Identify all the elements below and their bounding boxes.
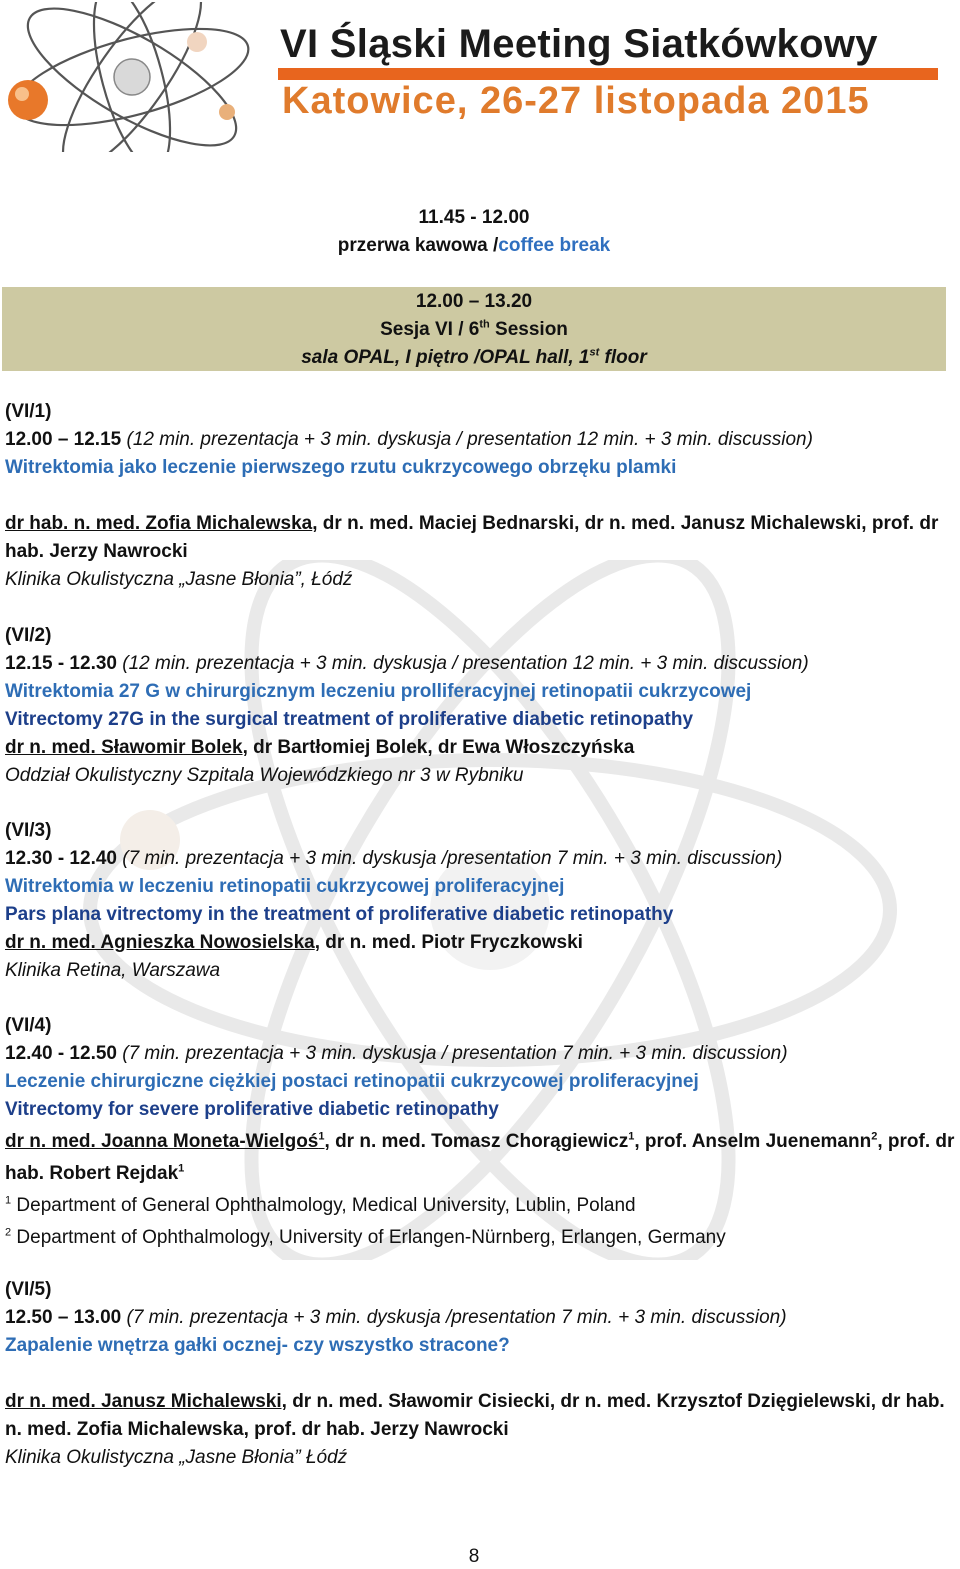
talk-institution: Oddział Okulistyczny Szpitala Wojewódzkiego nr 3 w Rybniku	[5, 765, 524, 786]
coffee-break-time: 11.45 - 12.00	[418, 207, 530, 228]
author-sup: 1	[318, 1130, 325, 1143]
talk-title-pl: Witrektomia jako leczenie pierwszego rzutu cukrzycowego obrzęku plamki	[5, 457, 677, 478]
talk-institution: Klinika Okulistyczna „Jasne Błonia” Łódź	[5, 1447, 348, 1468]
lead-author: dr n. med. Janusz Michalewski,	[5, 1391, 287, 1412]
page-number: 8	[468, 1546, 480, 1567]
talk-authors	[5, 1126, 957, 1190]
talk-time-range: 12.15 - 12.30	[5, 653, 117, 674]
talk-code: (VI/2)	[5, 625, 52, 646]
author-separator: ,	[324, 1131, 336, 1152]
talk-time-range: 12.30 - 12.40	[5, 848, 117, 869]
session-room-sup: st	[589, 346, 600, 359]
talk-authors	[5, 1388, 957, 1444]
talk-vi-5	[5, 1276, 957, 1472]
other-authors: dr n. med. Sławomir Cisiecki, dr n. med. Krzysztof Dzięgielewski, dr hab. n. med. Zofia Michalewska, prof. dr hab. Jerzy Nawrocki	[5, 1391, 945, 1440]
talk-title-pl: Zapalenie wnętrza gałki ocznej- czy wszystko stracone?	[5, 1335, 510, 1356]
author-2: dr n. med. Tomasz Chorągiewicz	[335, 1131, 629, 1152]
author-separator: ,	[877, 1131, 888, 1152]
session-name-suffix: Session	[489, 319, 568, 340]
coffee-break-label-en: coffee break	[498, 235, 611, 256]
session-room-suffix: floor	[599, 347, 647, 368]
coffee-break-label-pl: przerwa kawowa /	[337, 235, 499, 256]
author-1	[5, 1131, 325, 1152]
talk-time-range: 12.50 – 13.00	[5, 1307, 122, 1328]
other-authors: , dr Bartłomiej Bolek, dr Ewa Włoszczyńska	[242, 737, 635, 758]
session-room	[2, 344, 946, 372]
session-name-text: Sesja VI / 6	[380, 319, 480, 340]
session-header	[2, 287, 946, 371]
session-name	[2, 316, 946, 344]
talk-duration: (12 min. prezentacja + 3 min. dyskusja / presentation 12 min. + 3 min. discussion)	[116, 653, 809, 674]
talk-duration: (7 min. prezentacja + 3 min. dyskusja / presentation 7 min. + 3 min. discussion)	[116, 1043, 788, 1064]
talk-authors	[5, 510, 957, 566]
talk-title-en: Vitrectomy for severe proliferative diabetic retinopathy	[5, 1099, 499, 1120]
talk-code: (VI/5)	[5, 1279, 52, 1300]
coffee-break-label	[0, 232, 948, 260]
conference-date-location: Katowice, 26-27 listopada 2015	[282, 80, 870, 122]
affiliation-1	[5, 1190, 957, 1222]
talk-duration: (7 min. prezentacja + 3 min. dyskusja /presentation 7 min. + 3 min. discussion)	[116, 848, 783, 869]
lead-author: dr n. med. Agnieszka Nowosielska	[5, 932, 315, 953]
talk-title-pl: Witrektomia 27 G w chirurgicznym leczeniu prolliferacyjnej retinopatii cukrzycowej	[5, 681, 752, 702]
talk-duration: (12 min. prezentacja + 3 min. dyskusja / presentation 12 min. + 3 min. discussion)	[121, 429, 813, 450]
affiliation-text: Department of General Ophthalmology, Medical University, Lublin, Poland	[11, 1195, 636, 1216]
talk-vi-2	[5, 622, 957, 790]
talk-institution: Klinika Okulistyczna „Jasne Błonia”, Łódź	[5, 569, 353, 590]
author-sup: 1	[628, 1130, 635, 1143]
other-authors: , dr n. med. Piotr Fryczkowski	[314, 932, 583, 953]
talk-time-range: 12.40 - 12.50	[5, 1043, 117, 1064]
session-room-text: sala OPAL, I piętro /OPAL hall, 1	[301, 347, 590, 368]
author-separator: ,	[634, 1131, 645, 1152]
talk-time	[5, 845, 957, 873]
author-sup: 1	[178, 1162, 185, 1175]
lead-author: dr n. med. Sławomir Bolek	[5, 737, 243, 758]
talk-vi-3	[5, 817, 957, 985]
talk-time	[5, 1040, 957, 1068]
session-name-sup: th	[479, 318, 490, 331]
affiliation-2	[5, 1222, 957, 1254]
talk-time	[5, 1304, 957, 1332]
other-authors: , dr n. med. Maciej Bednarski, dr n. med. Janusz Michalewski, prof. dr hab. Jerzy Nawrocki	[5, 513, 939, 562]
title-accent-bar	[278, 68, 938, 80]
talk-institution: Klinika Retina, Warszawa	[5, 960, 221, 981]
talk-title-pl: Witrektomia w leczeniu retinopatii cukrzycowej proliferacyjnej	[5, 876, 565, 897]
author-sup: 2	[871, 1130, 878, 1143]
session-time: 12.00 – 13.20	[415, 291, 533, 312]
affiliation-num: 1	[5, 1194, 12, 1207]
talk-authors	[5, 734, 957, 762]
talk-title-en: Pars plana vitrectomy in the treatment of proliferative diabetic retinopathy	[5, 904, 674, 925]
author-name: dr n. med. Joanna Moneta-Wielgoś	[5, 1131, 319, 1152]
talk-code: (VI/1)	[5, 401, 52, 422]
talk-code: (VI/4)	[5, 1015, 52, 1036]
talk-time	[5, 426, 957, 454]
affiliation-text: Department of Ophthalmology, University of Erlangen-Nürnberg, Erlangen, Germany	[11, 1227, 726, 1248]
talk-code: (VI/3)	[5, 820, 52, 841]
author-4: prof. dr hab. Robert Rejdak	[5, 1131, 955, 1184]
lead-author: dr hab. n. med. Zofia Michalewska	[5, 513, 313, 534]
talk-time-range: 12.00 – 12.15	[5, 429, 122, 450]
talk-authors	[5, 929, 957, 957]
talk-title-pl: Leczenie chirurgiczne ciężkiej postaci retinopatii cukrzycowej proliferacyjnej	[5, 1071, 699, 1092]
talk-duration: (7 min. prezentacja + 3 min. dyskusja /presentation 7 min. + 3 min. discussion)	[121, 1307, 787, 1328]
atom-logo-icon	[2, 2, 272, 152]
talk-vi-4	[5, 1012, 957, 1254]
affiliation-num: 2	[5, 1226, 12, 1239]
coffee-break	[0, 204, 948, 260]
talk-time	[5, 650, 957, 678]
talk-vi-1	[5, 398, 957, 594]
talk-title-en: Vitrectomy 27G in the surgical treatment of proliferative diabetic retinopathy	[5, 709, 694, 730]
author-3: prof. Anselm Juenemann	[644, 1131, 872, 1152]
conference-title: VI Śląski Meeting Siatkówkowy	[280, 22, 878, 66]
